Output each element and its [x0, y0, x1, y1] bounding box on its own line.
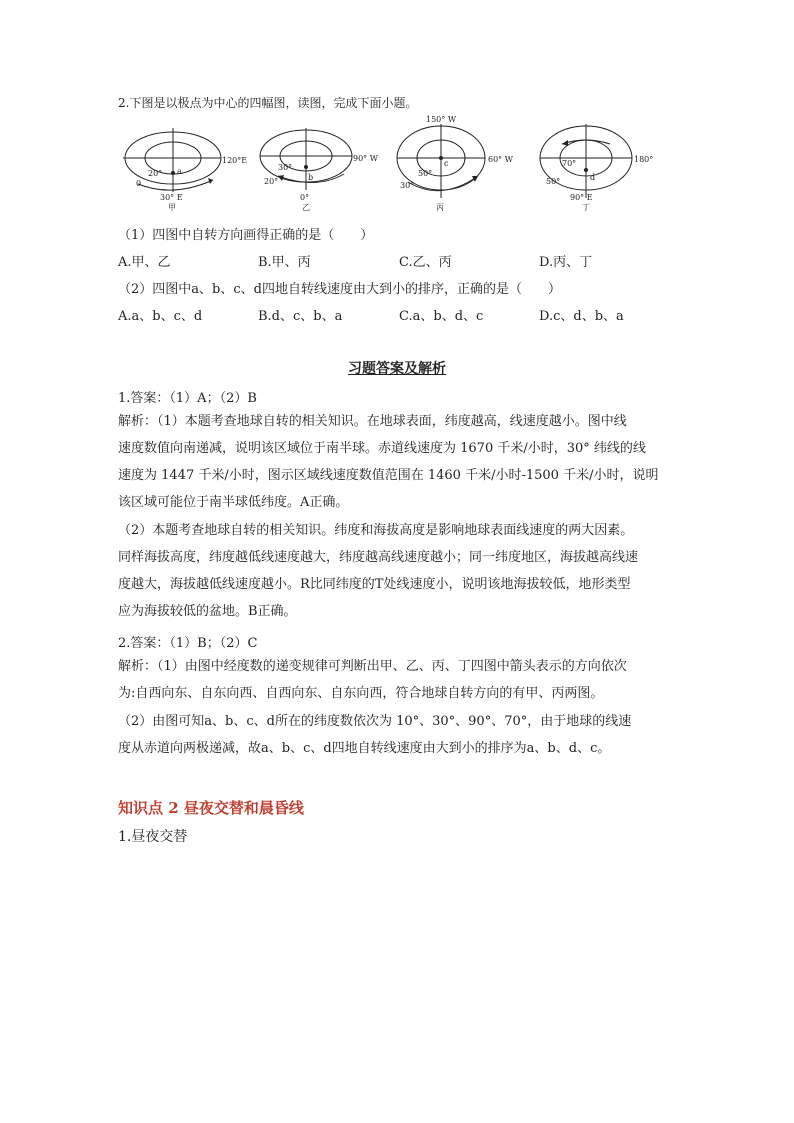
label-30e: 30° E	[160, 193, 183, 202]
label-90w: 90° W	[353, 154, 378, 163]
text-line: （2）由图可知a、b、c、d所在的纬度数依次为 10°、30°、90°、70°，由于地球的线速	[118, 714, 632, 729]
label-30: 30°	[278, 163, 293, 172]
text-line: 为:自西向东、自东向西、自西向东、自东向西，符合地球自转方向的有甲、丙两图。	[118, 686, 604, 701]
answers-section-title: 习题答案及解析	[348, 361, 446, 377]
label-20: 20°	[148, 169, 163, 178]
label-120e: 120°E	[222, 156, 248, 165]
label-b: b	[308, 173, 314, 182]
label-50: 50°	[546, 177, 561, 186]
option-d: D.c、d、b、a	[539, 309, 624, 324]
sub-question-2-options	[118, 305, 678, 323]
sub-question-1-options	[118, 251, 678, 269]
text-line: 该区域可能位于南半球低纬度。A正确。	[118, 495, 349, 510]
sub-question-2: （2）四图中a、b、c、d四地自转线速度由大到小的排序，正确的是（ ）	[118, 282, 561, 297]
answer-1-explanation-1	[118, 408, 678, 516]
answer-2: 2.答案：（1）B；（2）C	[118, 636, 258, 651]
text-line: 应为海拔较低的盆地。B正确。	[118, 604, 297, 619]
label-180: 180°	[634, 155, 654, 164]
sub-question-1: （1）四图中自转方向画得正确的是（ ）	[118, 228, 374, 243]
text-line: 度越大，海拔越低线速度越小。R比同纬度的T处线速度小，说明该地海拔较低，地形类型	[118, 577, 631, 592]
label-60w: 60° W	[488, 155, 513, 164]
label-150w: 150° W	[426, 115, 457, 124]
polar-diagram-ding	[538, 118, 678, 218]
label-bing: 丙	[436, 203, 444, 212]
polar-diagram-bing	[396, 115, 536, 218]
option-c: C.乙、丙	[399, 255, 452, 270]
answer-2-explanation-1	[118, 653, 678, 707]
option-b: B.甲、丙	[258, 255, 311, 270]
option-b: B.d、c、b、a	[258, 309, 343, 324]
figure-ding	[538, 118, 678, 218]
label-a: a	[177, 167, 182, 176]
label-yi: 乙	[302, 203, 310, 212]
polar-diagram-jia	[118, 118, 258, 218]
answer-1-explanation-2	[118, 517, 678, 625]
polar-diagram-yi	[256, 118, 396, 218]
figure-yi	[256, 118, 396, 218]
label-50: 50°	[418, 169, 433, 178]
option-d: D.丙、丁	[539, 255, 593, 270]
label-jia: 甲	[168, 203, 176, 212]
text-line: （2）本题考查地球自转的相关知识。纬度和海拔高度是影响地球表面线速度的两大因素。	[118, 523, 634, 538]
text-line: 速度数值向南递减，说明该区域位于南半球。赤道线速度为 1670 千米/小时，30° 纬线的线	[118, 441, 646, 456]
answer-1: 1.答案：（1）A；（2）B	[118, 391, 257, 406]
label-0: 0	[136, 179, 142, 188]
knowledge-point-subtitle: 1.昼夜交替	[118, 829, 188, 845]
option-a: A.a、b、c、d	[118, 309, 203, 324]
text-line: 同样海拔高度，纬度越低线速度越大，纬度越高线速度越小；同一纬度地区，海拔越高线速	[118, 550, 639, 565]
text-line: 度从赤道向两极递减，故a、b、c、d四地自转线速度由大到小的排序为a、b、d、c。	[118, 741, 611, 756]
option-a: A.甲、乙	[118, 255, 171, 270]
label-70: 70°	[562, 159, 577, 168]
label-ding: 丁	[582, 203, 590, 212]
figure-bing	[396, 115, 536, 218]
answer-2-explanation-2	[118, 708, 678, 762]
label-c: c	[444, 159, 449, 168]
label-30: 30°	[400, 181, 415, 190]
text-line: 解析：（1）由图中经度数的递变规律可判断出甲、乙、丙、丁四图中箭头表示的方向依次	[118, 659, 627, 674]
label-90e: 90° E	[570, 193, 593, 202]
label-0: 0°	[300, 193, 310, 202]
text-line: 速度为 1447 千米/小时，图示区域线速度数值范围在 1460 千米/小时-1500 千米/小时，说明	[118, 468, 659, 483]
question-2-intro: 2.下图是以极点为中心的四幅图，读图，完成下面小题。	[118, 96, 418, 110]
label-20: 20°	[264, 177, 279, 186]
knowledge-point-title: 知识点 2 昼夜交替和晨昏线	[118, 799, 304, 817]
text-line: 解析：（1）本题考查地球自转的相关知识。在地球表面，纬度越高，线速度越小。图中线	[118, 414, 627, 429]
polar-figures	[118, 115, 678, 218]
option-c: C.a、b、d、c	[399, 309, 484, 324]
label-d: d	[590, 173, 596, 182]
figure-jia	[118, 118, 258, 218]
